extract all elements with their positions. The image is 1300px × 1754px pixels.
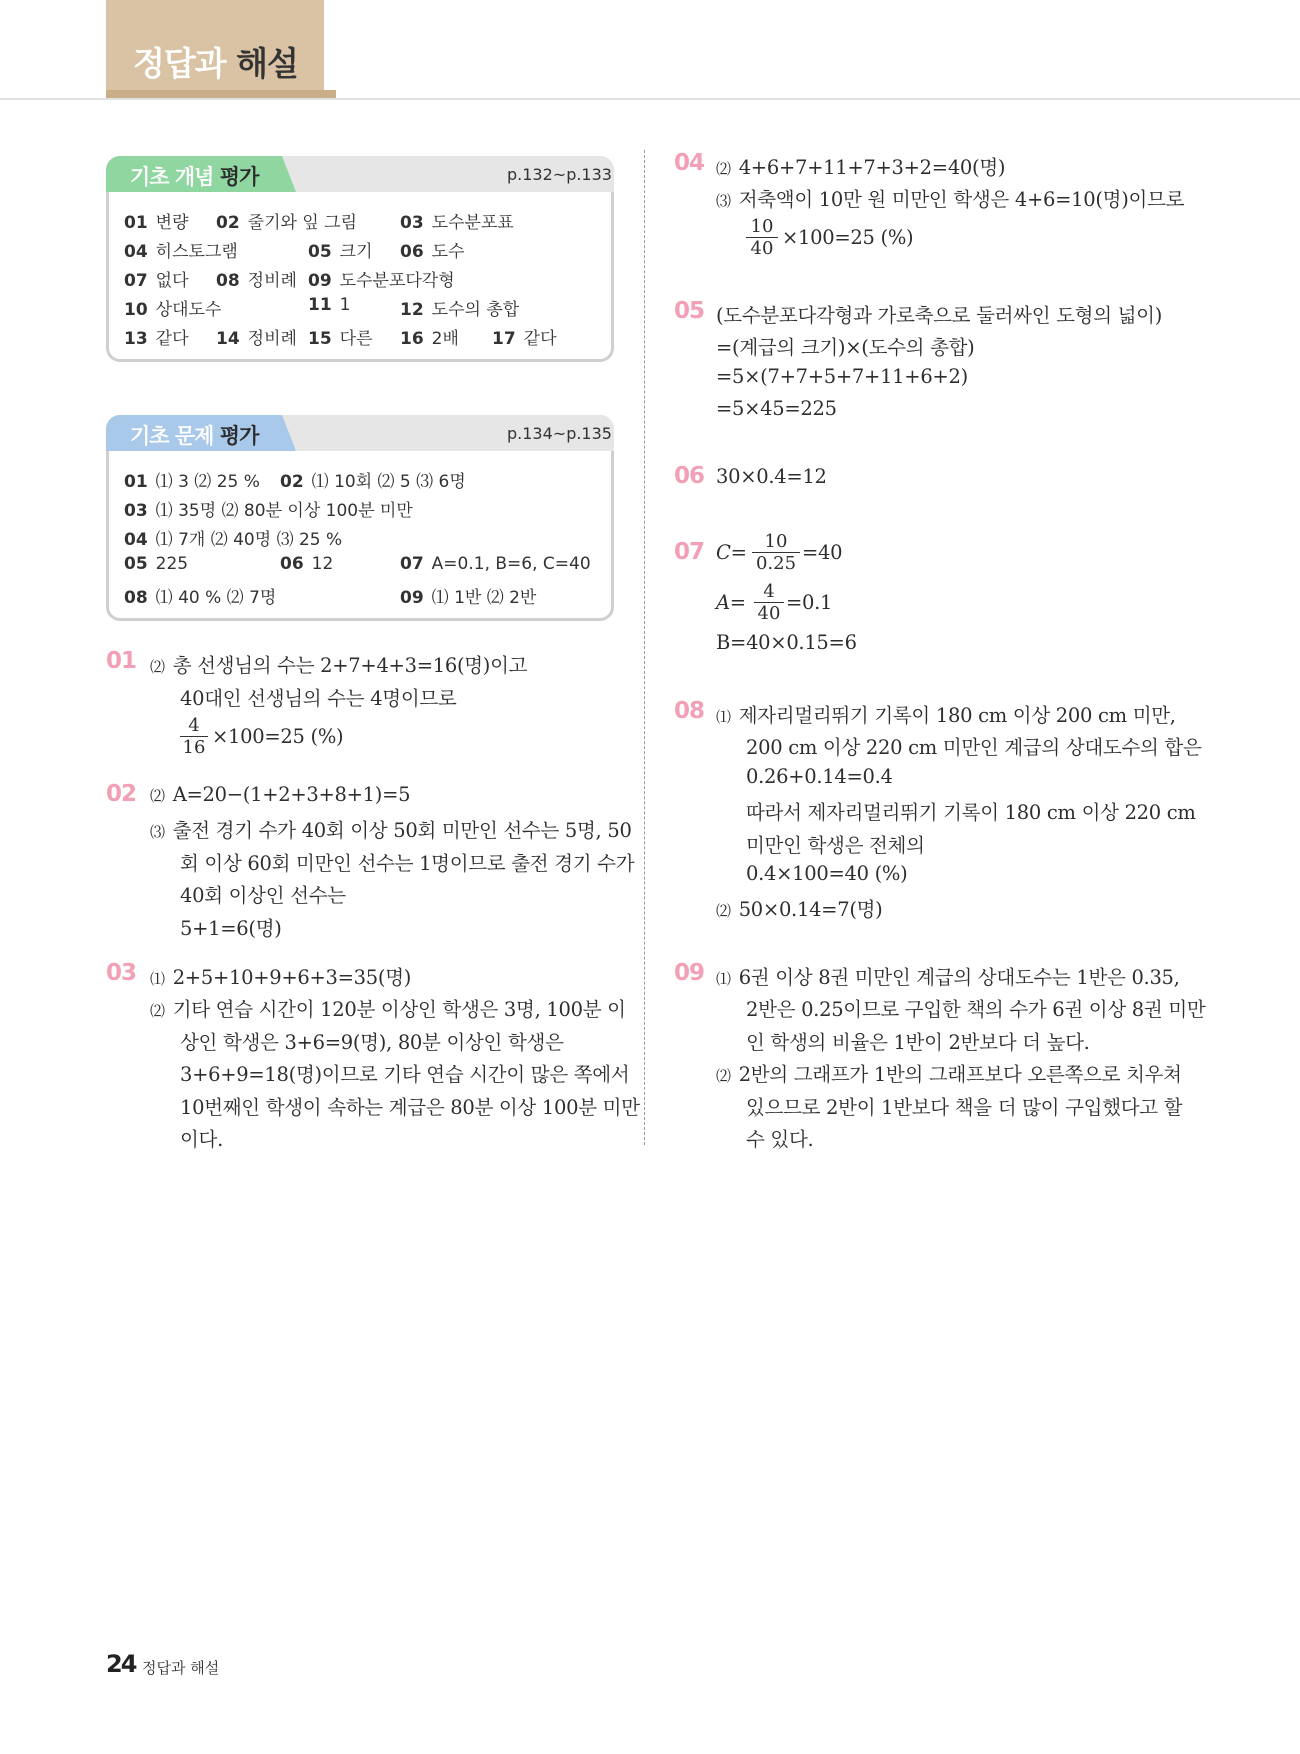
concept-item: 05 크기 [308,242,373,262]
solution-number: 08 [674,698,705,724]
concept-item: 06 도수 [400,242,465,262]
concept-item: 16 2배 [400,329,459,349]
solution-line: 5+1=6(명) [180,917,282,940]
concept-item: 01 변량 [124,213,189,233]
problem-answer: 07 A=0.1, B=6, C=40 [400,554,591,574]
solution-line: B=40×0.15=6 [716,631,857,654]
page-title: 정답과 해설 [133,44,298,83]
fraction: $\frac{4}{40}$ [754,581,784,624]
solution-line: 상인 학생은 3+6=9(명), 80분 이상인 학생은 [180,1031,564,1054]
problem-answer: 06 12 [280,554,334,574]
solution-line: ⑵ 4+6+7+11+7+3+2=40(명) [716,156,1006,179]
solution-line: ⑴ 2+5+10+9+6+3=35(명) [150,966,412,989]
problem-answer: 04 ⑴ 7개 ⑵ 40명 ⑶ 25 % [124,530,343,550]
solution-line: C= [716,541,747,564]
solution-line: =(계급의 크기)×(도수의 총합) [716,336,975,359]
concept-item: 14 정비례 [216,329,297,349]
solution-number: 03 [106,960,137,986]
solution-line: 30×0.4=12 [716,465,827,488]
solution-line: 따라서 제자리멀리뛰기 기록이 180 cm 이상 220 cm [746,801,1196,824]
solution-number: 05 [674,298,705,324]
problem-answer: 08 ⑴ 40 % ⑵ 7명 [124,588,277,608]
solution-line: 10번째인 학생이 속하는 계급은 80분 이상 100분 미만 [180,1096,640,1119]
problem-answer: 09 ⑴ 1반 ⑵ 2반 [400,588,537,608]
solution-number: 06 [674,463,705,489]
solution-number: 04 [674,150,705,176]
fraction: $\frac{10}{40}$ [746,216,778,259]
solution-line: ⑶ 저축액이 10만 원 미만인 학생은 4+6=10(명)이므로 [716,188,1185,211]
concept-item: 03 도수분포표 [400,213,514,233]
concept-item: 11 1 [308,295,351,315]
solution-line: ×100=25 (%) [782,226,914,249]
concept-item: 07 없다 [124,271,189,291]
concept-item: 08 정비례 [216,271,297,291]
solution-line: ⑵ 50×0.14=7(명) [716,898,883,921]
concept-item: 13 같다 [124,329,189,349]
concept-tag: 기초 개념 평가 [106,156,282,192]
solution-line: 미만인 학생은 전체의 [746,834,925,857]
solution-line: 40회 이상인 선수는 [180,884,346,907]
problem-pages: p.134~p.135 [507,424,612,443]
page-number: 24 [106,1650,136,1678]
solution-line: 인 학생의 비율은 1반이 2반보다 더 높다. [746,1031,1090,1054]
solution-line: ⑴ 제자리멀리뛰기 기록이 180 cm 이상 200 cm 미만, [716,704,1176,727]
solution-line: =40 [802,541,843,564]
solution-line: 3+6+9=18(명)이므로 기타 연습 시간이 많은 쪽에서 [180,1063,630,1086]
concept-item: 02 줄기와 잎 그림 [216,213,358,233]
solution-line: 200 cm 이상 220 cm 미만인 계급의 상대도수의 합은 [746,736,1202,759]
solution-line: =5×(7+7+5+7+11+6+2) [716,365,968,388]
solution-line: ⑴ 6권 이상 8권 미만인 계급의 상대도수는 1반은 0.35, [716,966,1180,989]
concept-item: 10 상대도수 [124,300,222,320]
concept-item: 15 다른 [308,329,373,349]
solution-line: 회 이상 60회 미만인 선수는 1명이므로 출전 경기 수가 [180,852,635,875]
solution-line: ⑵ 2반의 그래프가 1반의 그래프보다 오른쪽으로 치우쳐 [716,1063,1182,1086]
solution-line: ⑵ A=20−(1+2+3+8+1)=5 [150,783,411,806]
problem-answer: 05 225 [124,554,189,574]
column-divider [644,150,645,1145]
concept-item: 04 히스토그램 [124,242,238,262]
solution-line: 이다. [180,1128,223,1151]
solution-line: ⑶ 출전 경기 수가 40회 이상 50회 미만인 선수는 5명, 50 [150,819,632,842]
concept-pages: p.132~p.133 [507,165,612,184]
solution-line: =0.1 [786,591,833,614]
solution-number: 07 [674,539,705,565]
concept-item: 17 같다 [492,329,557,349]
solution-line: =5×45=225 [716,397,837,420]
solution-number: 02 [106,781,137,807]
solution-line: A= [716,591,746,614]
solution-line: 0.26+0.14=0.4 [746,765,893,788]
solution-line: (도수분포다각형과 가로축으로 둘러싸인 도형의 넓이) [716,304,1163,327]
header-divider [0,98,1300,100]
solution-number: 09 [674,960,705,986]
solution-line: 2반은 0.25이므로 구입한 책의 수가 6권 이상 8권 미만 [746,998,1206,1021]
concept-item: 12 도수의 총합 [400,300,520,320]
solution-line: ⑵ 기타 연습 시간이 120분 이상인 학생은 3명, 100분 이 [150,998,626,1021]
concept-item: 09 도수분포다각형 [308,271,455,291]
solution-line: 0.4×100=40 (%) [746,862,908,885]
solution-line: 있으므로 2반이 1반보다 책을 더 많이 구입했다고 할 [746,1096,1183,1119]
problem-tag: 기초 문제 평가 [106,415,282,451]
solution-line: ×100=25 (%) [212,725,344,748]
problem-answer: 01 ⑴ 3 ⑵ 25 % [124,472,260,492]
solution-line: 40대인 선생님의 수는 4명이므로 [180,687,457,710]
solution-line: 수 있다. [746,1128,814,1151]
fraction: $\frac{10}{0.25}$ [752,531,800,574]
solution-number: 01 [106,648,137,674]
footer-label: 정답과 해설 [142,1659,220,1677]
solution-line: ⑵ 총 선생님의 수는 2+7+4+3=16(명)이고 [150,654,528,677]
problem-answer: 03 ⑴ 35명 ⑵ 80분 이상 100분 미만 [124,501,413,521]
fraction: $\frac{4}{16}$ [180,715,208,758]
problem-answer: 02 ⑴ 10회 ⑵ 5 ⑶ 6명 [280,472,466,492]
